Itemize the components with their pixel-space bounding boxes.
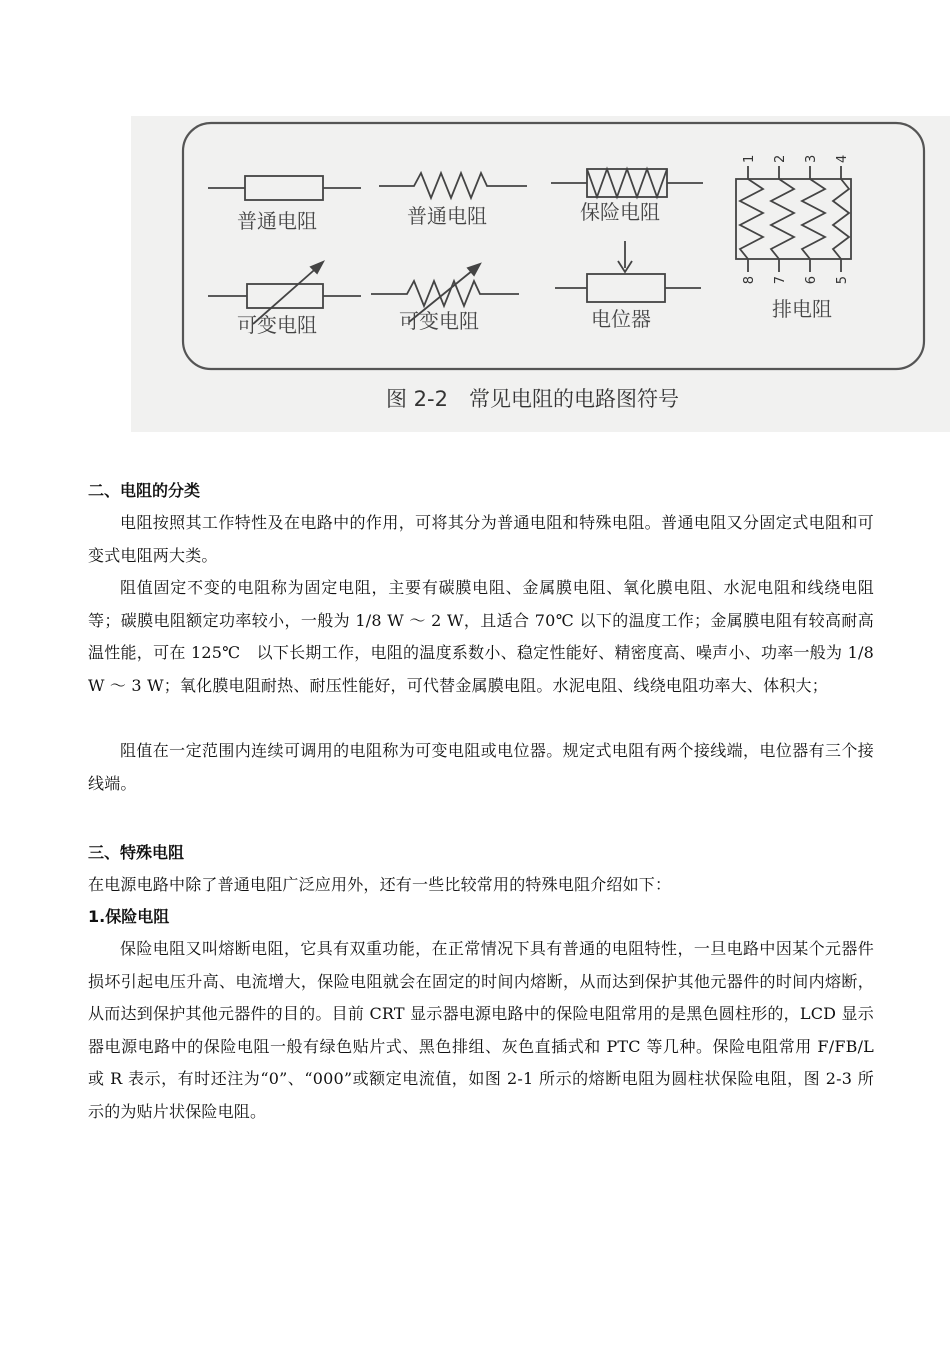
- svg-text:1: 1: [742, 154, 757, 163]
- svg-text:4: 4: [835, 154, 850, 163]
- label-fuse-resistor: 保险电阻: [580, 200, 660, 224]
- sub-heading-fuse-resistor: 1.保险电阻: [88, 907, 170, 926]
- label-resistor-network: 排电阻: [772, 297, 832, 321]
- svg-text:2: 2: [773, 154, 788, 163]
- label-potentiometer: 电位器: [591, 307, 651, 331]
- svg-text:5: 5: [835, 276, 850, 285]
- potentiometer-symbol: [555, 241, 701, 302]
- label-fixed-resistor-zigzag: 普通电阻: [407, 204, 487, 228]
- paragraph-special-intro: 在电源电路中除了普通电阻广泛应用外，还有一些比较常用的特殊电阻介绍如下：: [88, 875, 672, 894]
- paragraph-fixed-resistors: 阻值固定不变的电阻称为固定电阻，主要有碳膜电阻、金属膜电阻、氧化膜电阻、水泥电阻和线绕电阻等；碳膜电阻额定功率较小，一般为 1/8 W ～ 2 W，且适合 70℃ 以下的温度工作；金属膜电阻有较高耐高温性能，可在 125℃ 以下长期工作，电阻的温度系数小、稳定性能好、精密度高、噪声小、功率一般为 1/8 W ～ 3 W；氧化膜电阻耐热、耐压性能好，可代替金属膜电阻。水泥电阻、线绕电阻功率大、体积大；: [88, 578, 874, 695]
- svg-text:3: 3: [804, 154, 819, 163]
- fixed-resistor-zigzag-symbol: [379, 173, 527, 198]
- svg-text:6: 6: [804, 276, 819, 285]
- figure-drawing: [131, 116, 950, 432]
- paragraph-classification-intro: 电阻按照其工作特性及在电路中的作用，可将其分为普通电阻和特殊电阻。普通电阻又分固定式电阻和可变式电阻两大类。: [88, 513, 874, 565]
- section-heading-special-resistors: 三、特殊电阻: [88, 843, 185, 862]
- section-heading-classification: 二、电阻的分类: [88, 481, 201, 500]
- pin-labels-bottom: [742, 276, 850, 284]
- fixed-resistor-box-symbol: [208, 176, 361, 200]
- fuse-resistor-symbol: [551, 169, 703, 197]
- label-variable-resistor-box: 可变电阻: [237, 313, 317, 337]
- label-variable-resistor-zigzag: 可变电阻: [399, 309, 479, 333]
- figure-caption: 图 2-2 常见电阻的电路图符号: [386, 387, 679, 411]
- resistor-symbols-figure: [131, 116, 950, 432]
- svg-text:7: 7: [773, 276, 788, 285]
- svg-text:8: 8: [742, 276, 757, 285]
- label-fixed-resistor-box: 普通电阻: [237, 209, 317, 233]
- resistor-network-symbol: [736, 166, 851, 272]
- pin-labels-top: [742, 155, 850, 163]
- paragraph-variable-resistors: 阻值在一定范围内连续可调用的电阻称为可变电阻或电位器。规定式电阻有两个接线端，电位器有三个接线端。: [88, 741, 874, 793]
- paragraph-fuse-resistor: 保险电阻又叫熔断电阻，它具有双重功能，在正常情况下具有普通的电阻特性，一旦电路中因某个元器件损坏引起电压升高、电流增大，保险电阻就会在固定的时间内熔断，从而达到保护其他元器件的时间内熔断，从而达到保护其他元器件的目的。目前 CRT 显示器电源电路中的保险电阻常用的是黑色圆柱形的，LCD 显示器电源电路中的保险电阻一般有绿色贴片式、黑色排组、灰色直插式和 PTC 等几种。保险电阻常用 F/FB/L 或 R 表示，有时还注为“0”、“000”或额定电流值，如图 2-1 所示的熔断电阻为圆柱状保险电阻，图 2-3 所示的为贴片状保险电阻。: [88, 939, 874, 1121]
